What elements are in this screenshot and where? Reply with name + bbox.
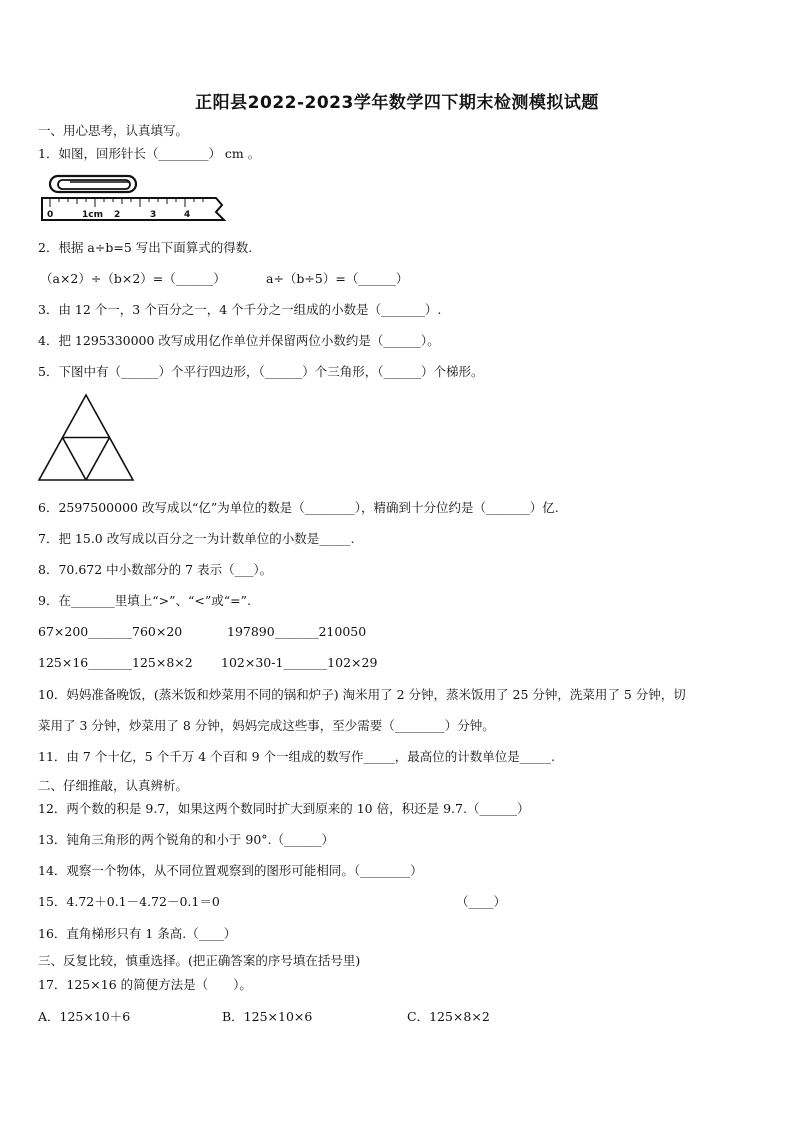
section-3-heading: 三、反复比较，慎重选择。(把正确答案的序号填在括号里) <box>38 953 361 968</box>
ruler-figure <box>40 172 230 228</box>
question-17-option-a: A．125×10＋6 <box>38 1009 131 1024</box>
triangle-figure <box>36 392 136 484</box>
ruler-label-3: 3 <box>150 210 157 220</box>
question-17: 17．125×16 的简便方法是（ ）。 <box>38 977 252 992</box>
question-2b: a÷（b÷5）=（______） <box>266 271 409 286</box>
question-7: 7．把 15.0 改写成以百分之一为计数单位的小数是_____. <box>38 531 355 546</box>
question-5: 5．下图中有（______）个平行四边形，（______）个三角形，（______）个梯形。 <box>38 364 484 379</box>
page-title: 正阳县2022-2023学年数学四下期末检测模拟试题 <box>195 93 599 113</box>
question-14: 14．观察一个物体，从不同位置观察到的图形可能相同。（________） <box>38 863 423 878</box>
ruler-body <box>42 198 224 220</box>
ruler-label-0: 0 <box>47 210 54 220</box>
question-12: 12．两个数的积是 9.7，如果这两个数同时扩大到原来的 10 倍，积还是 9.7.（______） <box>38 801 530 816</box>
paper-clip-icon <box>50 176 136 192</box>
question-13: 13．钝角三角形的两个锐角的和小于 90°.（______） <box>38 832 335 847</box>
question-8: 8．70.672 中小数部分的 7 表示（___）。 <box>38 562 273 577</box>
ruler-label-1cm: 1cm <box>82 210 103 220</box>
question-16: 16．直角梯形只有 1 条高.（____） <box>38 926 237 941</box>
question-9: 9．在_______里填上“>”、“<”或“=”. <box>38 593 251 608</box>
question-17-option-c: C．125×8×2 <box>407 1009 490 1024</box>
question-9b: 197890_______210050 <box>227 624 367 639</box>
question-10-line-1: 10．妈妈准备晚饭，(蒸米饭和炒菜用不同的锅和炉子) 淘米用了 2 分钟，蒸米饭用了 25 分钟，洗菜用了 5 分钟，切 <box>38 687 686 702</box>
question-10-line-2: 菜用了 3 分钟，炒菜用了 8 分钟，妈妈完成这些事，至少需要（________）分钟。 <box>38 718 495 733</box>
question-17-option-b: B．125×10×6 <box>222 1009 313 1024</box>
question-9a: 67×200_______760×20 <box>38 624 183 639</box>
question-11: 11．由 7 个十亿，5 个千万 4 个百和 9 个一组成的数写作_____，最高位的计数单位是_____. <box>38 749 556 764</box>
question-2: 2．根据 a÷b=5 写出下面算式的得数. <box>38 240 253 255</box>
question-3: 3．由 12 个一，3 个百分之一，4 个千分之一组成的小数是（_______）. <box>38 302 442 317</box>
question-2a: （a×2）÷（b×2）=（______） <box>40 271 226 286</box>
question-9d: 102×30-1_______102×29 <box>221 655 378 670</box>
question-4: 4．把 1295330000 改写成用亿作单位并保留两位小数约是（______）。 <box>38 333 440 348</box>
question-1: 1．如图，回形针长（________） cm 。 <box>38 146 261 161</box>
question-6: 6．2597500000 改写成以“亿”为单位的数是（________），精确到十分位约是（_______）亿. <box>38 500 559 515</box>
question-15-answer-blank: （____） <box>456 894 507 909</box>
question-9c: 125×16_______125×8×2 <box>38 655 193 670</box>
ruler-label-4: 4 <box>184 210 191 220</box>
ruler-label-2: 2 <box>114 210 121 220</box>
section-2-heading: 二、仔细推敲，认真辨析。 <box>38 778 189 793</box>
section-1-heading: 一、用心思考，认真填写。 <box>38 123 189 138</box>
question-15: 15．4.72＋0.1－4.72－0.1＝0 <box>38 894 220 909</box>
